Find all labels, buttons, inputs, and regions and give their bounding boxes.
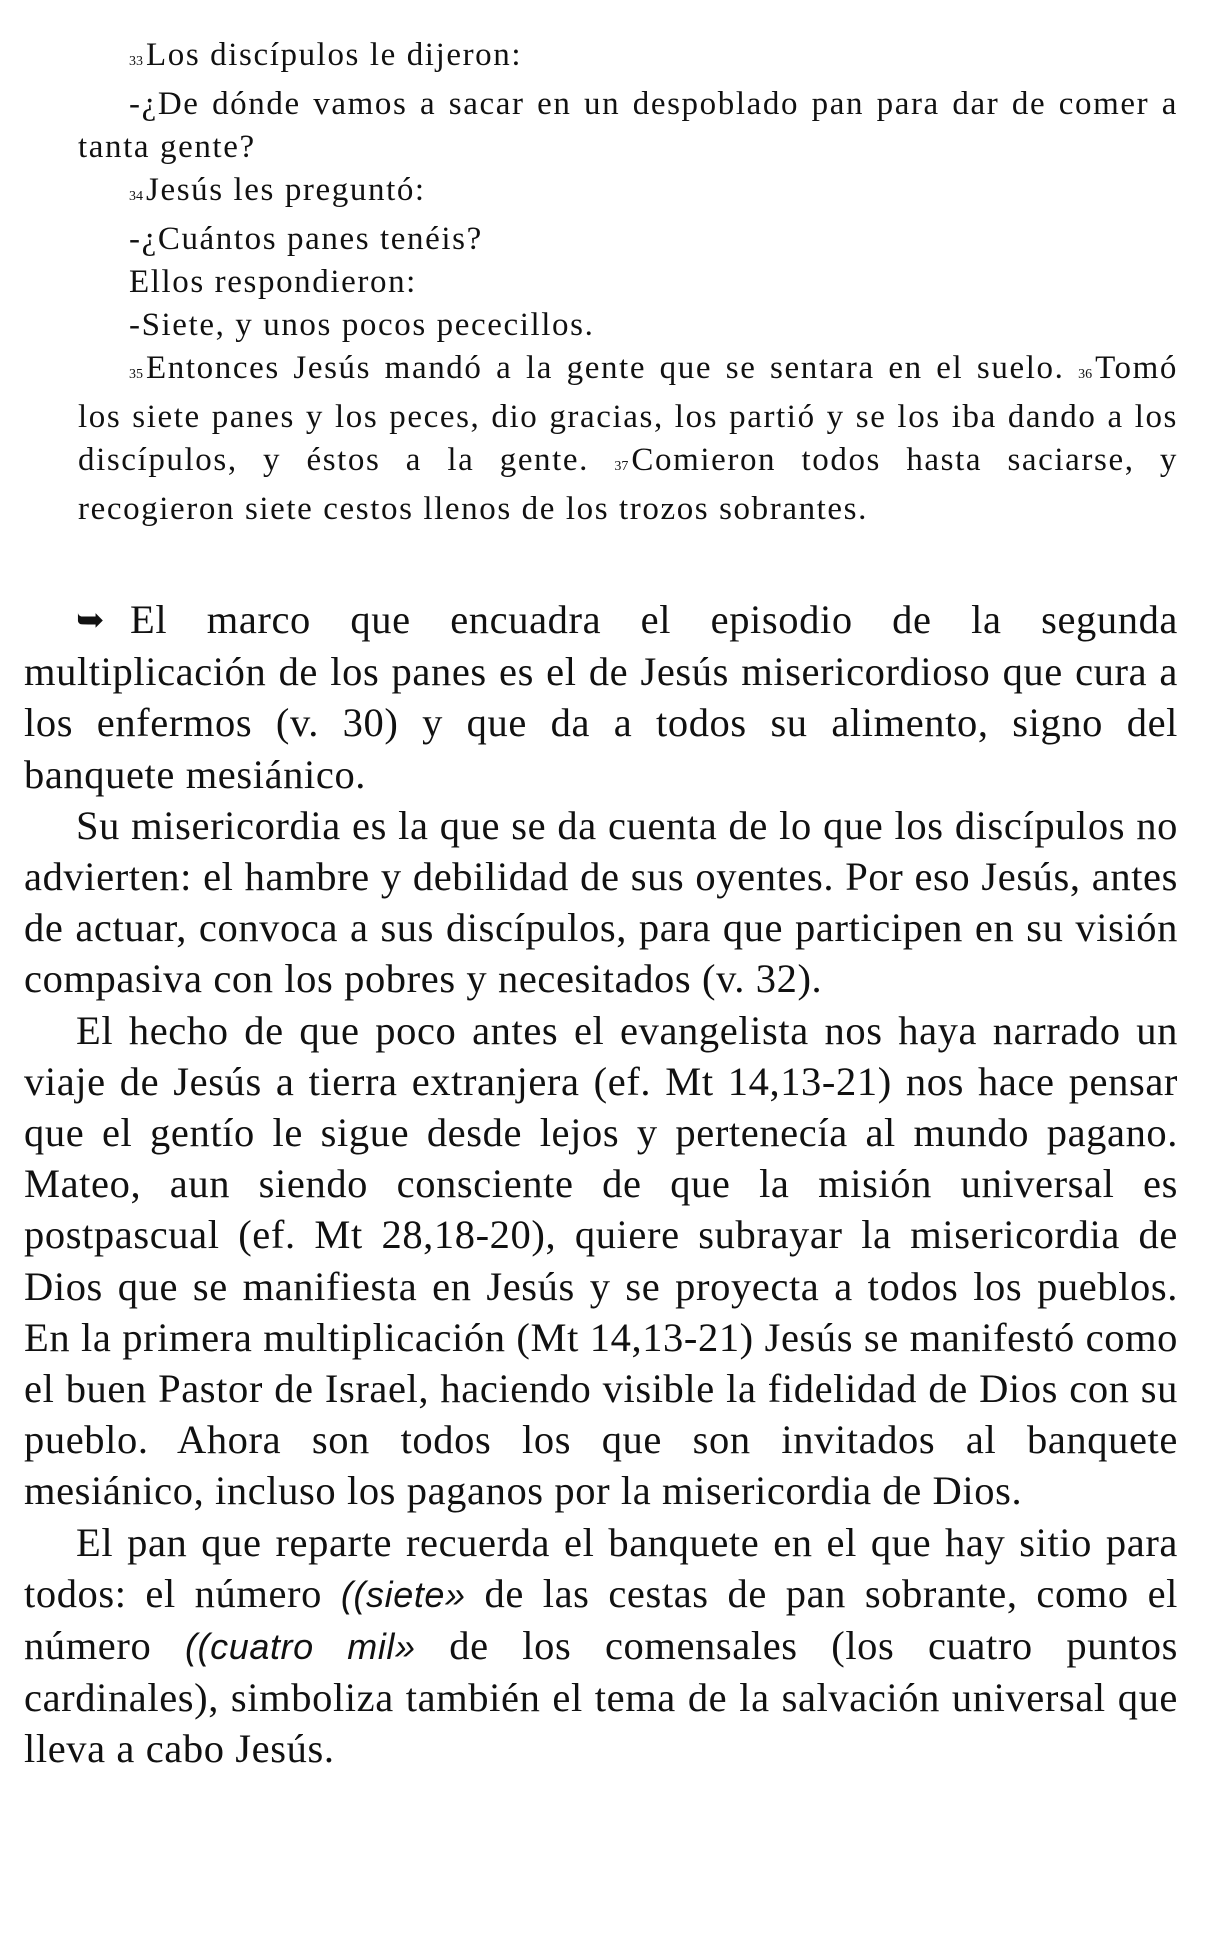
paragraph-4-part-c: de los comensales (los cuatro puntos cardinales), simboliza también el tema de la salvación universal que lleva a cabo Jesús. — [24, 1623, 1178, 1772]
verse-34-text: Jesús les preguntó: — [146, 172, 426, 208]
verse-34-reply-intro: Ellos respondieron: — [129, 264, 417, 300]
commentary — [24, 594, 1178, 1775]
commentary-paragraph-2: Su misericordia es la que se da cuenta de lo que los discípulos no advierten: el hambre y debilidad de sus oyentes. Por eso Jesús, antes de actuar, convoca a sus discípulos, para que participen en su visión compasiva con los pobres y necesitados (v. 32). — [24, 802, 1178, 1002]
verse-36-text: Tomó los siete panes y los peces, dio gracias, los partió y se los iba dando a los discípulos, y éstos a la gente. — [78, 350, 1178, 478]
verse-number-36: 36 — [1078, 367, 1093, 382]
verse-34-reply: -Siete, y unos pocos pececillos. — [129, 307, 595, 343]
paragraph-4-part-a: El pan que reparte recuerda el banquete en el que hay sitio para todos: el número — [24, 1519, 1178, 1616]
verse-37-text: Comieron todos hasta saciarse, y recogieron siete cestos llenos de los trozos sobrantes. — [78, 442, 1178, 527]
verse-33-question: -¿De dónde vamos a sacar en un despoblado pan para dar de comer a tanta gente? — [78, 86, 1178, 165]
scripture-passage — [78, 34, 1178, 531]
commentary-paragraph-3: El hecho de que poco antes el evangelista nos haya narrado un viaje de Jesús a tierra extranjera (ef. Mt 14,13-21) nos hace pensar que el gentío le sigue desde lejos y pertenecía al mundo pagano. Mateo, aun siendo consciente de que la misión universal es postpascual (ef. Mt 28,18-20), quiere subrayar la misericordia de Dios que se manifiesta en Jesús y se proyecta a todos los pueblos. En la primera multiplicación (Mt 14,13-21) Jesús se manifestó como el buen Pastor de Israel, haciendo visible la fidelidad de Dios con su pueblo. Ahora son todos los que son invitados al banquete mesiánico, incluso los paganos por la misericordia de Dios. — [24, 1007, 1178, 1514]
verse-34-line — [78, 169, 1178, 218]
verse-34-question: -¿Cuántos panes tenéis? — [129, 221, 483, 257]
commentary-paragraph-1 — [24, 594, 1178, 800]
quote-siete: ((siete» — [340, 1573, 466, 1615]
verse-number-35: 35 — [129, 367, 143, 382]
quote-cuatro-mil: ((cuatro mil» — [184, 1626, 416, 1668]
verse-number-37: 37 — [614, 459, 629, 474]
verse-number-34: 34 — [129, 189, 143, 204]
arrow-icon: ➥ — [76, 600, 106, 640]
verse-33-text: Los discípulos le dijeron: — [146, 37, 523, 73]
verses-35-37-paragraph — [78, 347, 1178, 531]
verse-33-line — [78, 34, 1178, 83]
verse-35-text: Entonces Jesús mandó a la gente que se sentara en el suelo. — [146, 350, 1065, 386]
commentary-paragraph-1-text: El marco que encuadra el episodio de la segunda multiplicación de los panes es el de Jesús misericordioso que cura a los enfermos (v. 30) y que da a todos su alimento, signo del banquete mesiánico. — [24, 597, 1178, 797]
paragraph-4-part-b: de las cestas de pan sobrante, como el número — [24, 1570, 1178, 1669]
verse-number-33: 33 — [129, 54, 143, 69]
commentary-paragraph-4 — [24, 1517, 1178, 1775]
